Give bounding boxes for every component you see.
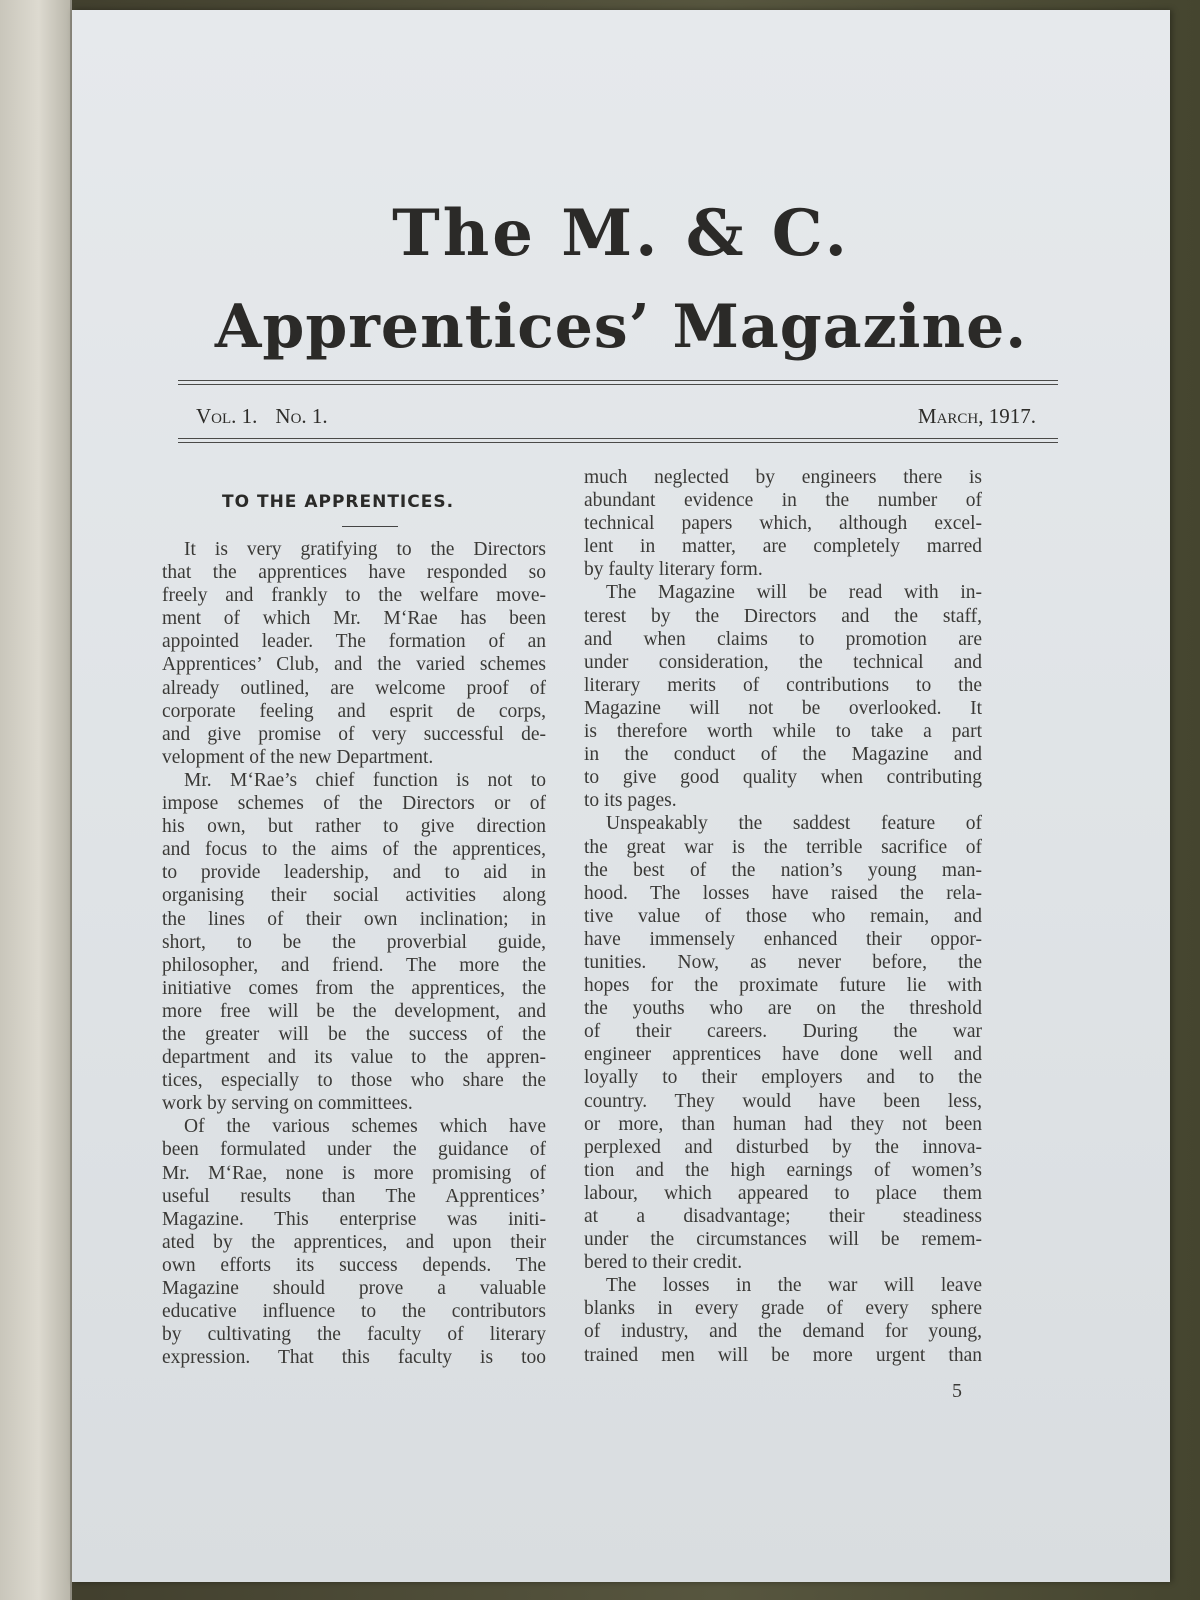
text-line: his own, but rather to give direction (162, 816, 546, 838)
text-line: ated by the apprentices, and upon their (162, 1231, 546, 1253)
text-line: under the circumstances will be remem- (584, 1229, 982, 1251)
heading-divider (342, 526, 398, 527)
text-line: the lines of their own inclination; in (162, 908, 546, 930)
text-line: Mr. M‘Rae, none is more promising of (162, 1162, 546, 1184)
article-column-right (584, 466, 982, 1367)
text-line: the youths who are on the threshold (584, 998, 982, 1020)
text-line: labour, which appeared to place them (584, 1182, 982, 1204)
text-line: and when claims to promotion are (584, 628, 982, 650)
text-line: the greater will be the success of the (162, 1023, 546, 1045)
text-line: perplexed and disturbed by the innova- (584, 1136, 982, 1158)
article-column-left (162, 538, 546, 1369)
text-line: The Magazine will be read with in- (606, 582, 982, 604)
text-line: velopment of the new Department. (162, 746, 434, 768)
text-line: terest by the Directors and the staff, (584, 605, 982, 627)
text-line: engineer apprentices have done well and (584, 1044, 982, 1066)
text-line: literary merits of contributions to the (584, 674, 982, 696)
text-line: hopes for the proximate future lie with (584, 975, 982, 997)
text-line: Apprentices’ Club, and the varied schemes (162, 654, 546, 676)
text-line: been formulated under the guidance of (162, 1139, 546, 1161)
text-line: and focus to the aims of the apprentices, (162, 839, 546, 861)
issue-volume-number (196, 404, 346, 429)
number-label: No. 1. (275, 404, 328, 428)
text-line: hood. The losses have raised the rela- (584, 882, 982, 904)
text-line: is therefore worth while to take a part (584, 721, 982, 743)
text-line: impose schemes of the Directors or of (162, 793, 546, 815)
text-line: Mr. M‘Rae’s chief function is not to (184, 769, 546, 791)
text-line: have immensely enhanced their oppor- (584, 928, 982, 950)
text-line: Unspeakably the saddest feature of (606, 813, 982, 835)
text-line: ment of which Mr. M‘Rae has been (162, 608, 546, 630)
text-line: under consideration, the technical and (584, 651, 982, 673)
text-line: technical papers which, although excel- (584, 513, 982, 535)
masthead-title-line-2: Apprentices’ Magazine. (214, 292, 1028, 362)
binding-spine (0, 0, 72, 1600)
text-line: Magazine should prove a valuable (162, 1278, 546, 1299)
text-line: The losses in the war will leave (606, 1275, 982, 1297)
text-line: trained men will be more urgent than (584, 1344, 982, 1366)
text-line: initiative comes from the apprentices, the (162, 977, 546, 999)
text-line: own efforts its success depends. The (162, 1254, 546, 1276)
text-line: and give promise of very successful de- (162, 723, 546, 745)
text-line: to its pages. (584, 790, 677, 812)
text-line: freely and frankly to the welfare move- (162, 585, 546, 607)
text-line: more free will be the development, and (162, 1000, 546, 1022)
text-line: Magazine. This enterprise was initi- (162, 1208, 546, 1230)
text-line: bered to their credit. (584, 1252, 743, 1274)
issue-date: March, 1917. (917, 404, 1036, 428)
magazine-page (72, 10, 1170, 1582)
text-line: already outlined, are welcome proof of (162, 677, 546, 699)
text-line: the great war is the terrible sacrifice of (584, 836, 982, 858)
masthead-rule-top (178, 380, 1058, 381)
text-line: to provide leadership, and to aid in (162, 862, 546, 884)
text-line: loyally to their employers and to the (584, 1067, 982, 1089)
text-line: tive value of those who remain, and (584, 905, 982, 927)
text-line: at a disadvantage; their steadiness (584, 1206, 982, 1227)
text-line: corporate feeling and esprit de corps, (162, 700, 546, 722)
text-line: abundant evidence in the number of (584, 490, 982, 512)
text-line: by cultivating the faculty of literary (162, 1324, 546, 1346)
text-line: of industry, and the demand for young, (584, 1321, 982, 1343)
text-line: to give good quality when contributing (584, 767, 982, 789)
issue-line (196, 404, 1036, 429)
volume-label: Vol. 1. (196, 404, 258, 428)
text-line: in the conduct of the Magazine and (584, 744, 982, 766)
text-line: organising their social activities along (162, 885, 546, 907)
text-line: educative influence to the contributors (162, 1301, 546, 1323)
text-line: work by serving on committees. (162, 1093, 413, 1115)
text-line: philosopher, and friend. The more the (162, 954, 546, 976)
text-line: appointed leader. The formation of an (162, 631, 546, 653)
text-line: department and its value to the appren- (162, 1047, 546, 1069)
text-line: much neglected by engineers there is (584, 467, 982, 488)
article-heading: TO THE APPRENTICES. (222, 492, 455, 512)
text-line: blanks in every grade of every sphere (584, 1298, 982, 1320)
text-line: tunities. Now, as never before, the (584, 951, 982, 973)
masthead-rule-bottom (178, 438, 1058, 439)
text-line: useful results than The Apprentices’ (162, 1185, 546, 1207)
text-line: tices, especially to those who share the (162, 1070, 546, 1092)
page-number: 5 (952, 1380, 962, 1402)
text-line: tion and the high earnings of women’s (584, 1159, 982, 1181)
text-line: of their careers. During the war (584, 1021, 982, 1043)
text-line: by faulty literary form. (584, 559, 763, 581)
text-line: Of the various schemes which have (184, 1116, 546, 1138)
text-line: the best of the nation’s young man- (584, 859, 982, 881)
text-line: expression. That this faculty is too (162, 1347, 546, 1369)
masthead-rule-top-second (178, 384, 1058, 385)
masthead-title-line-1: The M. & C. (392, 196, 850, 271)
text-line: It is very gratifying to the Directors (184, 539, 546, 560)
text-line: lent in matter, are completely marred (584, 536, 982, 558)
masthead-rule-bottom-second (178, 442, 1058, 443)
text-line: Magazine will not be overlooked. It (584, 697, 982, 719)
text-line: country. They would have been less, (584, 1090, 982, 1112)
text-line: that the apprentices have responded so (162, 562, 546, 584)
text-line: short, to be the proverbial guide, (162, 931, 546, 953)
text-line: or more, than human had they not been (584, 1113, 982, 1135)
